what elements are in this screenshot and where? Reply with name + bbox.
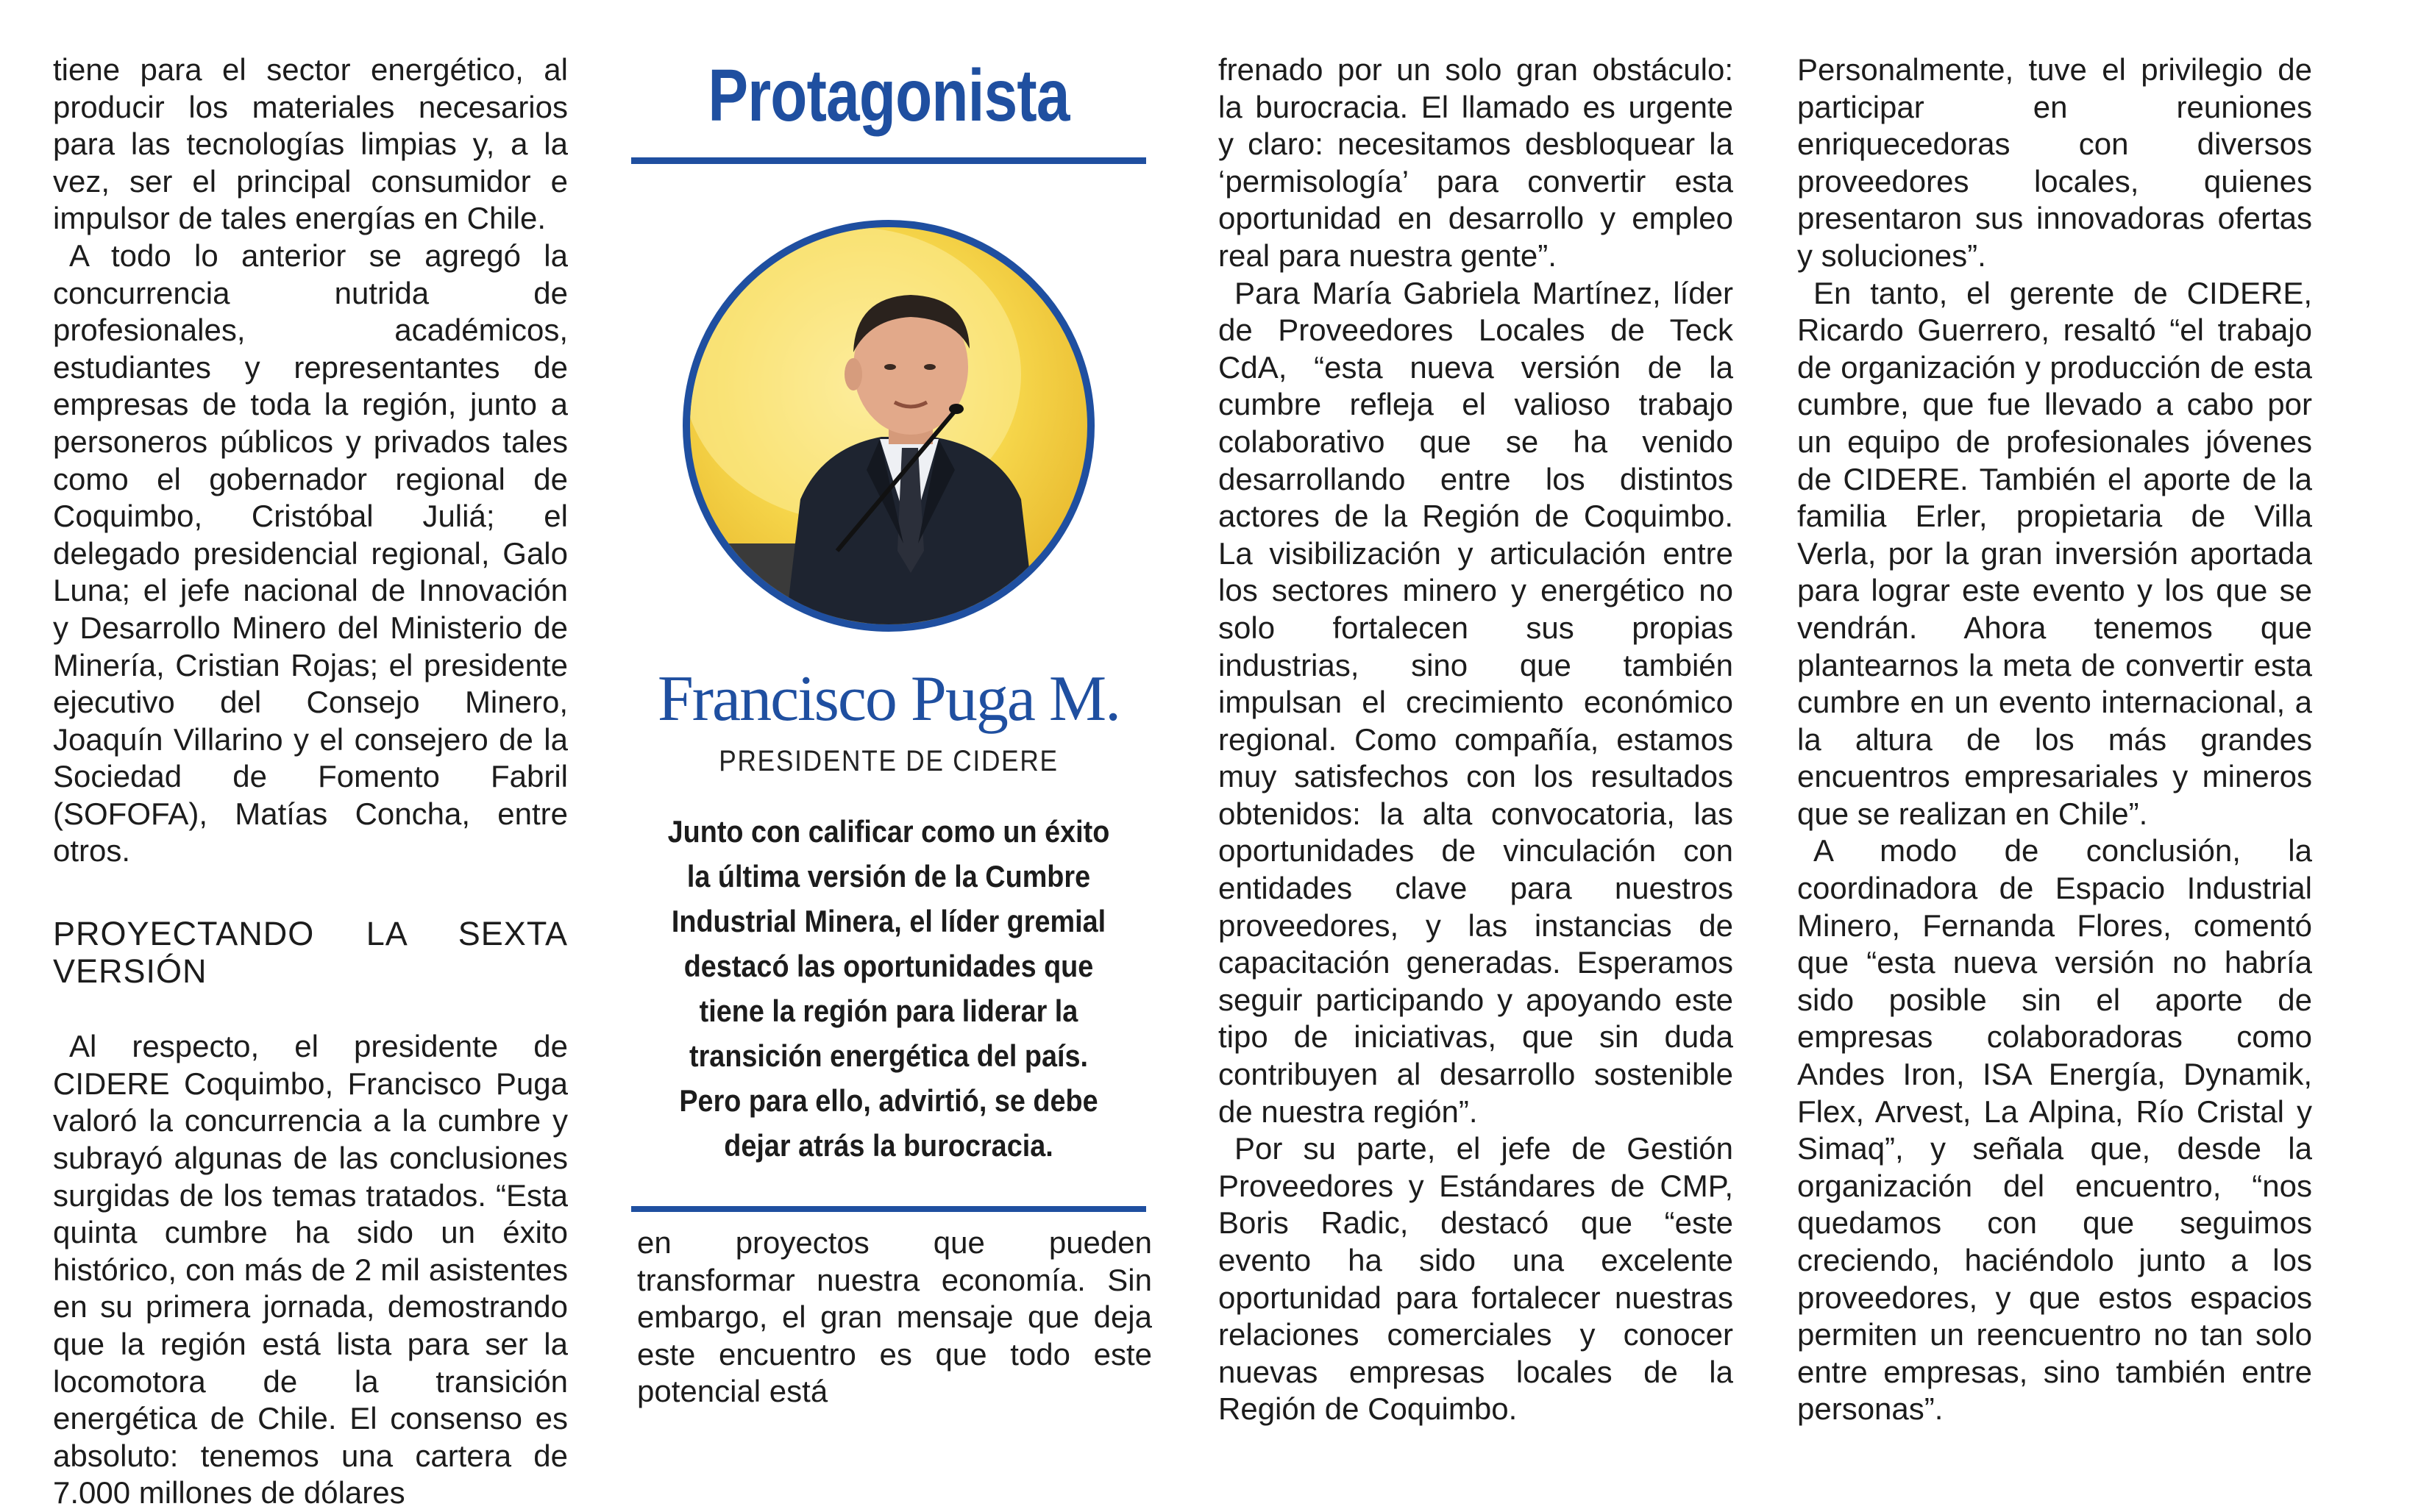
speaker-portrait-image [683,220,1095,632]
speaker-portrait-icon [690,227,1087,624]
section-subheading: PROYECTANDO LA SEXTA VERSIÓN [53,915,568,990]
article-column-1 [53,51,568,1512]
protagonist-feature [631,54,1146,1212]
protagonist-role: PRESIDENTE DE CIDERE [719,745,1059,777]
paragraph: Al respecto, el presidente de CIDERE Coquimbo, Francisco Puga valoró la concurrencia a la cumbre y subrayó algunas de las conclusiones surgidas de los temas tratados. “Esta quinta cumbre ha sido un éxito histórico, con más de 2 mil asistentes en su primera jornada, demostrando que la región está lista para ser la locomotora de la transición energética de Chile. El consenso es absoluto: tenemos una cartera de 7.000 millones de dólares [53,1029,568,1511]
paragraph: frenado por un solo gran obstáculo: la burocracia. El llamado es urgente y claro: necesitamos desbloquear la ‘permisología’ para convertir esta oportunidad en desarrollo y empleo real para nuestra gente”. [1218,52,1733,273]
paragraph: en proyectos que pueden transformar nuestra economía. Sin embargo, el gran mensaje que deja este encuentro es que todo este potencial está [637,1225,1152,1409]
protagonist-name: Francisco Puga M. [657,663,1120,735]
divider-rule [631,1206,1146,1212]
paragraph: A modo de conclusión, la coordinadora de Espacio Industrial Minero, Fernanda Flores, comentó que “esta nueva versión no habría sido posible sin el aporte de empresas colaboradoras como Andes Iron, ISA Energía, Dynamik, Flex, Arvest, La Alpina, Río Cristal y Simaq”, y señala que, desde la organización del encuentro, “nos quedamos con que seguimos creciendo, haciéndolo junto a los proveedores, y que estos espacios permiten un reencuentro no tan solo entre empresas, sino también entre personas”. [1797,833,2312,1427]
paragraph: En tanto, el gerente de CIDERE, Ricardo Guerrero, resaltó “el trabajo de organización y producción de esta cumbre, que fue llevado a cabo por un equipo de profesionales jóvenes de CIDERE. También el aporte de la familia Erler, propietaria de Villa Verla, por la gran inversión aportada para lograr este evento y los que se vendrán. Ahora tenemos que plantearnos la meta de convertir esta cumbre en un evento internacional, a la altura de los más grandes encuentros empresariales y mineros que se realizan en Chile”. [1797,275,2312,831]
paragraph: Por su parte, el jefe de Gestión Proveedores y Estándares de CMP, Boris Radic, destacó que “este evento ha sido una excelente oportunidad para fortalecer nuestras relaciones comerciales y conocer nuevas empresas locales de la Región de Coquimbo. [1218,1131,1733,1427]
paragraph: Personalmente, tuve el privilegio de participar en reuniones enriquecedoras con diversos proveedores locales, quienes presentaron sus innovadoras ofertas y soluciones”. [1797,52,2312,273]
article-column-3 [1218,51,1733,1428]
divider-rule [631,157,1146,164]
section-kicker: Protagonista [708,54,1070,137]
paragraph: Para María Gabriela Martínez, líder de Proveedores Locales de Teck CdA, “esta nueva versión de la cumbre refleja el valioso trabajo colaborativo que se ha venido desarrollando entre los distintos actores de la Región de Coquimbo. La visibilización y articulación entre los sectores minero y energético no solo fortalecen sus propias industrias, sino que también impulsan el crecimiento económico regional. Como compañía, estamos muy satisfechos con los resultados obtenidos: la alta convocatoria, las oportunidades de vinculación con entidades clave para nuestros proveedores, y las instancias de capacitación generadas. Esperamos seguir participando y apoyando este tipo de iniciativas, que sin duda contribuyen al desarrollo sostenible de nuestra región”. [1218,275,1733,1129]
paragraph: A todo lo anterior se agregó la concurrencia nutrida de profesionales, académicos, estudiantes y representantes de empresas de toda la región, junto a personeros públicos y privados tales como el gobernador regional de Coquimbo, Cristóbal Juliá; el delegado presidencial regional, Galo Luna; el jefe nacional de Innovación y Desarrollo Minero del Ministerio de Minería, Cristian Rojas; el presidente ejecutivo del Consejo Minero, Joaquín Villarino y el consejero de la Sociedad de Fomento Fabril (SOFOFA), Matías Concha, entre otros. [53,238,568,869]
portrait-frame [683,220,1095,632]
paragraph: tiene para el sector energético, al producir los materiales necesarios para las tecnologías limpias y, a la vez, ser el principal consumidor e impulsor de tales energías en Chile. [53,52,568,236]
article-column-2 [637,1224,1152,1411]
feature-lede: Junto con calificar como un éxito la última versión de la Cumbre Industrial Minera, el líder gremial destacó las oportunidades que tiene la región para liderar la transición energética del país. Pero para ello, advirtió, se debe dejar atrás la burocracia. [667,814,1110,1163]
article-column-4 [1797,51,2312,1428]
